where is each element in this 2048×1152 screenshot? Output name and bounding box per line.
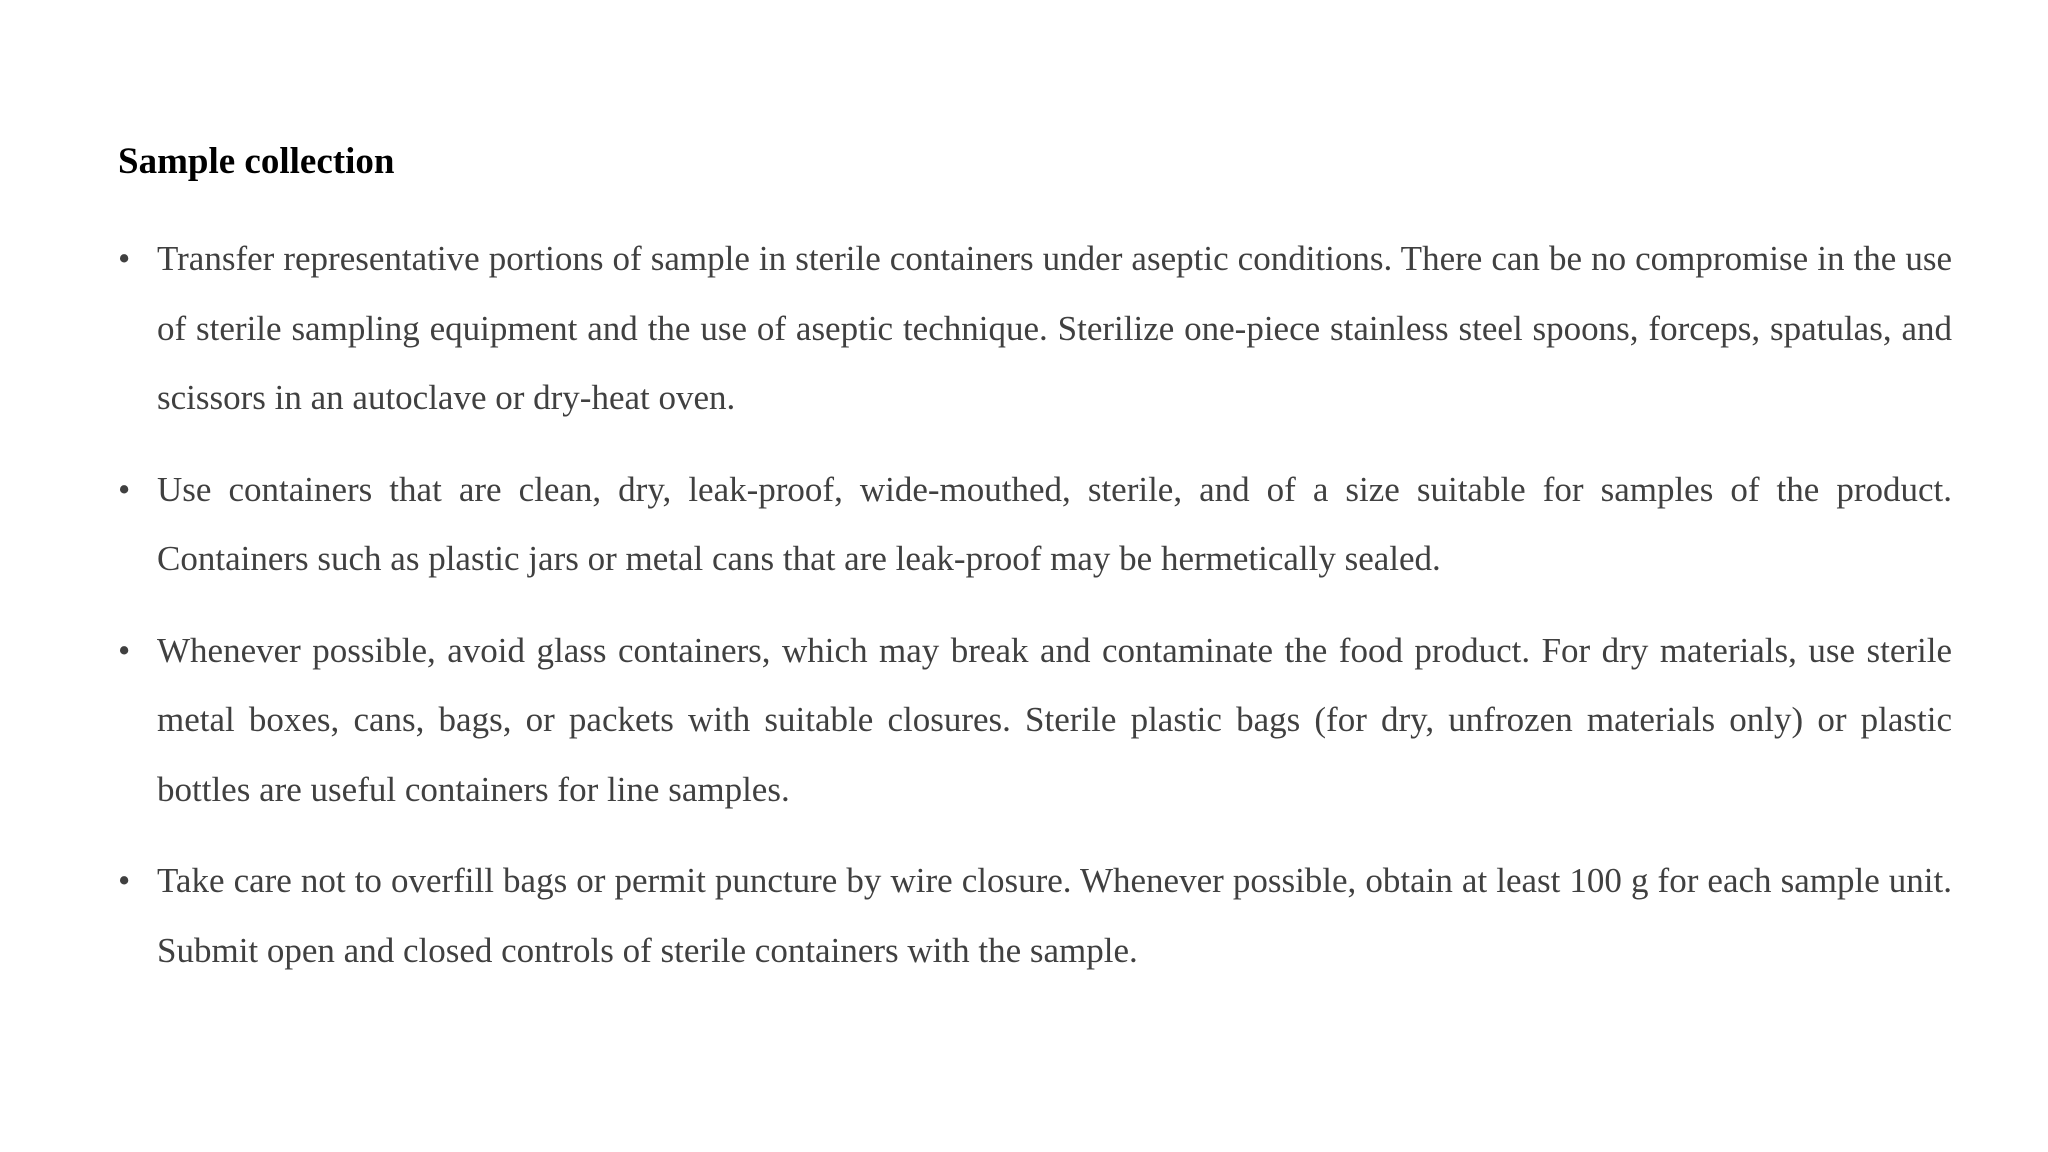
- bullet-item-2: [118, 455, 1952, 594]
- bullet-text: Whenever possible, avoid glass containers, which may break and contaminate the food product. For dry materials, use sterile metal boxes, cans, bags, or packets with suitable closures. Sterile plastic bags (for dry, unfrozen materials only) or plastic bottles are useful containers for line samples.: [157, 630, 1952, 809]
- bullet-item-3: [118, 616, 1952, 825]
- bullet-point-icon: •: [118, 239, 131, 278]
- bullet-item-4: [118, 846, 1952, 985]
- bullet-point-icon: •: [118, 630, 131, 670]
- bullet-point-icon: •: [118, 861, 131, 900]
- slide-heading: Sample collection: [118, 141, 395, 182]
- bullet-list: [118, 224, 1952, 1007]
- bullet-text: Use containers that are clean, dry, leak-proof, wide-mouthed, sterile, and of a size suitable for samples of the product. Containers such as plastic jars or metal cans that are leak-proof may be hermetically sealed.: [157, 469, 1952, 578]
- bullet-point-icon: •: [118, 469, 131, 509]
- bullet-text: Transfer representative portions of sample in sterile containers under aseptic conditions. There can be no compromise in the use of sterile sampling equipment and the use of aseptic technique. Sterilize one-piece stainless steel spoons, forceps, spatulas, and scissors in an autoclave or dry-heat oven.: [157, 239, 1952, 417]
- bullet-text: Take care not to overfill bags or permit puncture by wire closure. Whenever possible, obtain at least 100 g for each sample unit. Submit open and closed controls of sterile containers with the sample.: [157, 861, 1952, 970]
- bullet-item-1: [118, 224, 1952, 433]
